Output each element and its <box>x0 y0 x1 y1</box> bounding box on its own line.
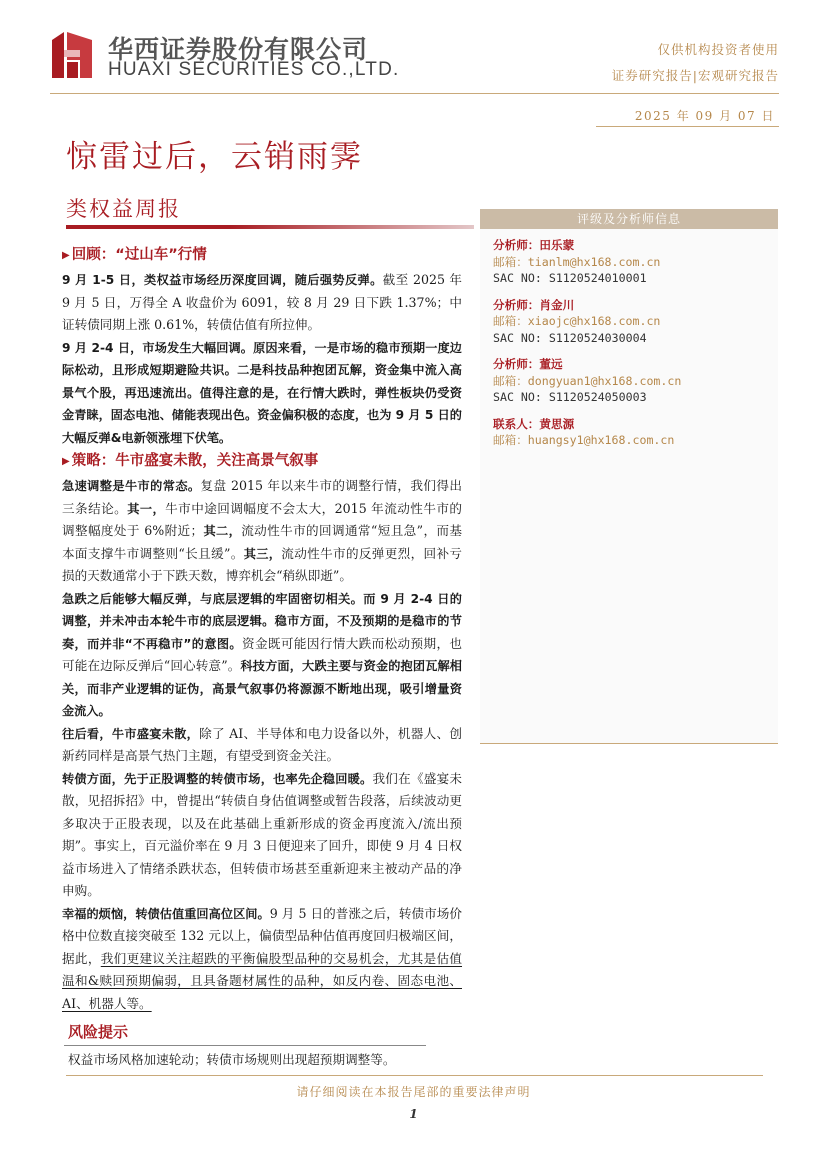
analyst-sac: SAC NO: S1120524010001 <box>493 271 647 285</box>
section-heading-review: ▶ 回顾：“过山车”行情 <box>62 247 207 263</box>
strategy-paragraph-1: 急速调整是牛市的常态。复盘 2015 年以来牛市的调整行情，我们得出三条结论。其一，牛市中途回调幅度不会太大，2015 年流动性牛市的调整幅度处于 6%附近；其二，流动性牛市的回调通常“短且急”，而基本面支撑牛市调整则“长且缓”。其三，流动性牛市的反弹更烈，回补亏损的天数通常小于下跌天数，博弈机会“稍纵即逝”。 <box>62 478 463 583</box>
report-subtitle: 类权益周报 <box>66 197 181 221</box>
analyst-sidebar <box>480 209 778 744</box>
strategy-paragraph-2: 急跌之后能够大幅反弹，与底层逻辑的牢固密切相关。而 9 月 2-4 日的调整，并未冲击本轮牛市的底层逻辑。稳市方面，不及预期的是稳市的节奏，而并非“不再稳市”的意图。资金既可能因行情大跌而松动预期，也可能在边际反弹后“回心转意”。科技方面，大跌主要与资金的抱团瓦解相关，而非产业逻辑的证伪，高景气叙事仍将源源不断地出现，吸引增量资金流入。 <box>62 591 462 718</box>
risk-divider <box>64 1045 426 1046</box>
analyst-entry <box>480 297 778 347</box>
page-number: 1 <box>409 1107 418 1121</box>
analyst-entry <box>480 356 778 406</box>
arrow-right-icon: ▶ <box>62 250 70 261</box>
strategy-paragraph-5: 幸福的烦恼，转债估值重回高位区间。9 月 5 日的普涨之后，转债市场价格中位数直接突破至 132 元以上，偏债型品种估值再度回归极端区间，据此，我们更建议关注超跌的平衡偏股型品种的交易机会，尤其是估值温和&赎回预期偏弱，且具备题材属性的品种，如反内卷、固态电池、AI、机器人等。 <box>62 905 463 1011</box>
analyst-name: 分析师：田乐蒙 <box>493 238 575 252</box>
company-name-cn: 华西证券股份有限公司 <box>108 35 369 64</box>
analyst-email[interactable]: 邮箱：tianlm@hx168.com.cn <box>493 254 661 269</box>
analyst-entry <box>480 237 778 287</box>
arrow-right-icon: ▶ <box>62 456 70 467</box>
review-paragraph-1: 9 月 1-5 日，类权益市场经历深度回调，随后强势反弹。截至 2025 年 9 月 5 日，万得全 A 收盘价为 6091，较 8 月 29 日下跌 1.37%；中证转债同期上涨 0.61%，转债估值有所拉伸。 <box>62 272 462 332</box>
date-divider <box>596 126 779 127</box>
section-heading-strategy: ▶ 策略：牛市盛宴未散，关注高景气叙事 <box>62 453 319 469</box>
sidebar-heading: 评级及分析师信息 <box>480 209 778 229</box>
analyst-name: 分析师：董远 <box>493 357 563 371</box>
subtitle-underline <box>66 225 474 229</box>
audience-note: 仅供机构投资者使用 <box>657 42 779 57</box>
legal-disclaimer: 请仔细阅读在本报告尾部的重要法律声明 <box>296 1085 531 1099</box>
review-paragraph-2: 9 月 2-4 日，市场发生大幅回调。原因来看，一是市场的稳市预期一度边际松动，且形成短期避险共识。二是科技品种抱团瓦解，资金集中流入高景气个股，再迅速流出。值得注意的是，在行情大跌时，弹性板块仍受资金青睐，固态电池、储能表现出色。资金偏积极的态度，也为 9 月 5 日的大幅反弹&电新领涨埋下伏笔。 <box>62 340 462 445</box>
header-divider <box>50 93 779 94</box>
report-date: 2025 年 09 月 07 日 <box>634 109 775 123</box>
analyst-sac: SAC NO: S1120524030004 <box>493 330 647 345</box>
analyst-email[interactable]: 邮箱：xiaojc@hx168.com.cn <box>493 314 661 328</box>
contact-entry <box>480 416 778 449</box>
strategy-paragraph-4: 转债方面，先于正股调整的转债市场，也率先企稳回暖。我们在《盛宴未散，见招拆招》中，曾提出“转债自身估值调整或暂告段落，后续波动更多取决于正股表现，以及在此基础上重新形成的资金再度流入/流出预期”。事实上，百元溢价率在 9 月 3 日便迎来了回升，即使 9 月 4 日权益市场进入了情绪杀跌状态，但转债市场甚至重新迎来主被动产品的净申购。 <box>62 770 463 898</box>
analyst-name: 分析师：肖金川 <box>493 297 575 312</box>
report-title: 惊雷过后，云销雨霁 <box>66 139 363 175</box>
huaxi-logo <box>50 30 94 80</box>
report-type: 证券研究报告|宏观研究报告 <box>611 68 779 83</box>
analyst-email[interactable]: 邮箱：dongyuan1@hx168.com.cn <box>493 373 682 388</box>
footer-divider <box>66 1075 763 1076</box>
company-name-en: HUAXI SECURITIES CO.,LTD. <box>108 59 400 80</box>
main-content <box>62 243 462 1072</box>
strategy-paragraph-3: 往后看，牛市盛宴未散，除了 AI、半导体和电力设备以外，机器人、创新药同样是高景气热门主题，有望受到资金关注。 <box>62 725 462 763</box>
contact-name: 联系人：黄思源 <box>493 416 575 431</box>
risk-text: 权益市场风格加速轮动；转债市场规则出现超预期调整等。 <box>68 1052 396 1067</box>
contact-email[interactable]: 邮箱：huangsy1@hx168.com.cn <box>493 433 675 447</box>
analyst-sac: SAC NO: S1120524050003 <box>493 390 647 404</box>
risk-heading: 风险提示 <box>68 1023 129 1041</box>
